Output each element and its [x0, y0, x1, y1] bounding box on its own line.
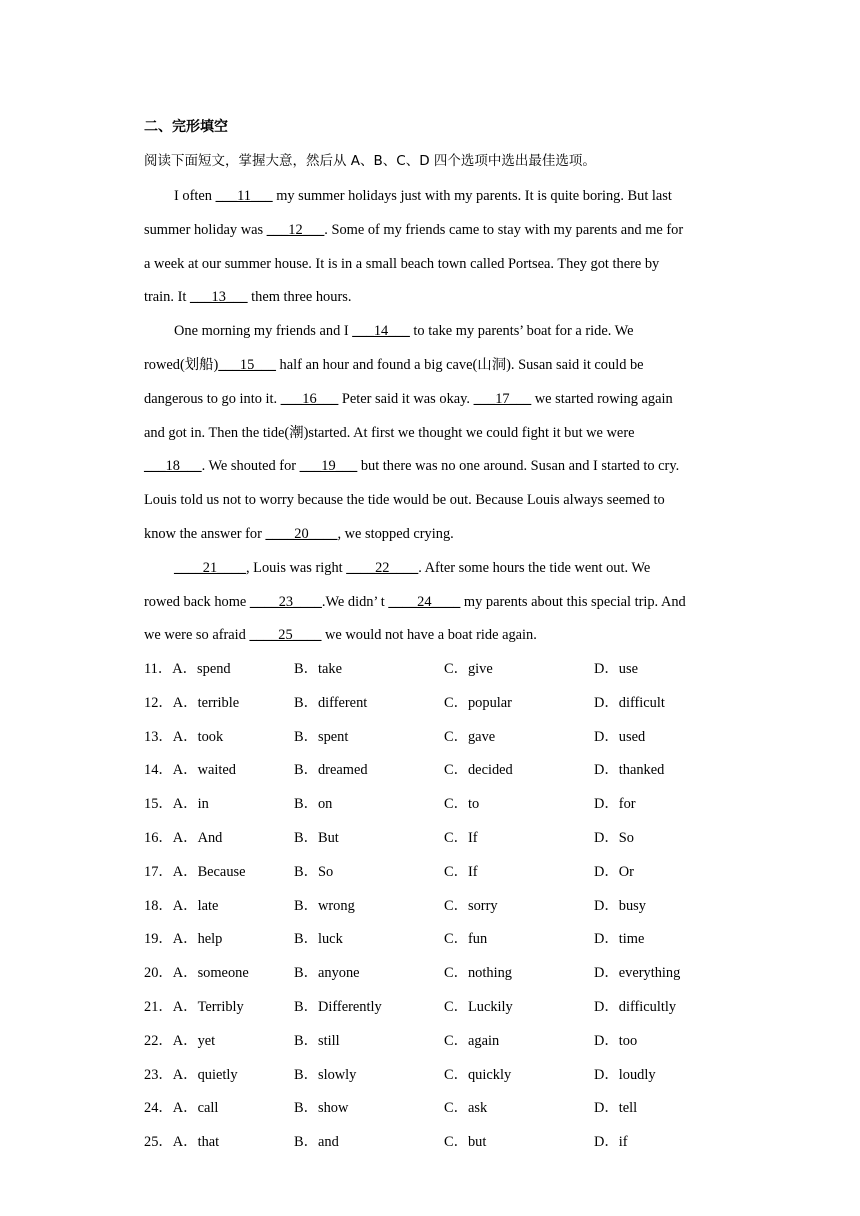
option-a: 14．A．waited [144, 762, 236, 779]
question-row [144, 826, 722, 860]
option-b: B．So [294, 863, 334, 880]
passage-text: Louis told us not to worry because the tide would be out. Because Louis always seemed to [144, 492, 665, 509]
option-d: D．everything [594, 965, 681, 982]
question-row [144, 725, 722, 759]
passage-text: rowed back home [144, 593, 250, 610]
passage-line [144, 556, 722, 590]
answer-options [144, 657, 722, 1164]
passage-text: half an hour and found a big cave(山洞). Susan said it could be [275, 356, 644, 373]
option-d: D．busy [594, 897, 646, 914]
section-title: 二、完形填空 [144, 119, 228, 135]
passage-text: . Some of my friends came to stay with my parents and me for [324, 221, 684, 238]
option-a: 11．A．spend [144, 661, 231, 677]
passage-line [144, 218, 722, 252]
option-c: C．gave [444, 728, 496, 745]
question-row [144, 961, 722, 995]
passage-line [144, 387, 722, 421]
passage-text: them three hours. [247, 289, 352, 306]
option-a: 15．A．in [144, 796, 209, 813]
blank-number: ____24____ [388, 593, 461, 610]
option-b: B．dreamed [294, 762, 368, 779]
passage-text: Peter said it was okay. [338, 390, 474, 407]
option-b: B．still [294, 1032, 340, 1049]
passage-line [144, 184, 722, 218]
option-a: 19．A．help [144, 931, 223, 948]
passage-line [144, 623, 722, 657]
question-row [144, 1130, 722, 1164]
option-b: B．different [294, 694, 368, 711]
blank-number: ___12___ [266, 221, 325, 238]
option-a: 25．A．that [144, 1134, 220, 1151]
passage-text: a week at our summer house. It is in a small beach town called Portsea. They got there by [144, 255, 660, 272]
passage-text: . After some hours the tide went out. We [418, 559, 651, 576]
option-a: 18．A．late [144, 897, 219, 914]
option-c: C．fun [444, 931, 488, 948]
option-b: B．But [294, 829, 339, 846]
option-c: C．nothing [444, 965, 512, 982]
option-d: D．So [594, 829, 634, 846]
option-c: C．popular [444, 694, 512, 711]
question-row [144, 758, 722, 792]
blank-number: ___17___ [473, 390, 532, 407]
blank-number: ___13___ [189, 289, 248, 306]
option-a: 16．A．And [144, 829, 223, 846]
option-c: C．If [444, 863, 478, 880]
passage-text: but there was no one around. Susan and I started to cry. [357, 458, 680, 475]
passage-line [144, 285, 722, 319]
blank-number: ____25____ [249, 627, 322, 644]
passage-text: I often [174, 188, 216, 204]
passage-text: we would not have a boat ride again. [321, 627, 537, 644]
option-d: D．too [594, 1032, 638, 1049]
passage-text: my parents about this special trip. And [460, 593, 686, 610]
question-row [144, 657, 722, 691]
option-d: D．if [594, 1134, 628, 1151]
passage-line [144, 319, 722, 353]
blank-number: ___16___ [280, 390, 339, 407]
option-a: 12．A．terrible [144, 694, 240, 711]
option-c: C．to [444, 796, 480, 813]
question-row [144, 1063, 722, 1097]
passage-line [144, 421, 722, 455]
option-c: C．sorry [444, 897, 498, 914]
passage-line [144, 590, 722, 624]
option-c: C．again [444, 1032, 500, 1049]
option-b: B．take [294, 661, 342, 677]
option-a: 23．A．quietly [144, 1066, 238, 1083]
option-c: C．quickly [444, 1066, 512, 1083]
passage-text: train. It [144, 289, 190, 306]
option-b: B．and [294, 1134, 339, 1151]
option-b: B．show [294, 1100, 349, 1117]
question-row [144, 995, 722, 1029]
passage-text: summer holiday was [144, 221, 267, 238]
passage-line [144, 353, 722, 387]
question-row [144, 860, 722, 894]
option-b: B．wrong [294, 897, 355, 914]
passage-line [144, 454, 722, 488]
cloze-passage [144, 184, 722, 657]
option-c: C．Luckily [444, 998, 513, 1015]
passage-text: , Louis was right [245, 559, 347, 576]
passage-line [144, 252, 722, 286]
passage-text: .We didn’ t [321, 593, 389, 610]
option-d: D．thanked [594, 762, 665, 779]
blank-number: ___18___ [144, 458, 202, 475]
passage-text: we started rowing again [531, 390, 673, 407]
passage-line [144, 488, 722, 522]
blank-number: ____21____ [174, 559, 246, 576]
passage-text: One morning my friends and I [174, 323, 353, 340]
passage-text: . We shouted for [201, 458, 300, 475]
passage-text: , we stopped crying. [337, 525, 454, 542]
option-d: D．for [594, 796, 636, 813]
blank-number: ____22____ [346, 559, 419, 576]
option-b: B．Differently [294, 998, 382, 1015]
option-d: D．loudly [594, 1066, 656, 1083]
option-c: C．decided [444, 762, 513, 779]
blank-number: ___19___ [299, 458, 358, 475]
question-row [144, 894, 722, 928]
question-row [144, 1029, 722, 1063]
option-c: C．give [444, 661, 493, 677]
option-d: D．use [594, 661, 638, 677]
option-a: 17．A．Because [144, 863, 246, 880]
option-a: 24．A．call [144, 1100, 219, 1117]
blank-number: ____20____ [265, 525, 338, 542]
option-c: C．If [444, 829, 478, 846]
passage-text: know the answer for [144, 525, 266, 542]
option-d: D．difficultly [594, 998, 677, 1015]
option-c: C．ask [444, 1100, 488, 1117]
question-row [144, 792, 722, 826]
instruction-text: 阅读下面短文，掌握大意，然后从 A、B、C、D 四个选项中选出最佳选项。 [144, 153, 596, 169]
option-d: D．time [594, 931, 645, 948]
blank-number: ___11___ [215, 188, 273, 204]
option-a: 22．A．yet [144, 1032, 216, 1049]
option-a: 20．A．someone [144, 965, 249, 982]
question-row [144, 1096, 722, 1130]
option-d: D．used [594, 728, 646, 745]
passage-text: to take my parents’ boat for a ride. We [409, 323, 634, 340]
option-d: D．Or [594, 863, 634, 880]
option-d: D．difficult [594, 694, 665, 711]
question-row [144, 691, 722, 725]
passage-text: rowed(划船) [144, 356, 219, 373]
option-c: C．but [444, 1134, 487, 1151]
blank-number: ___15___ [218, 356, 276, 373]
blank-number: ____23____ [249, 593, 322, 610]
option-b: B．on [294, 796, 333, 813]
passage-text: we were so afraid [144, 627, 250, 644]
passage-text: and got in. Then the tide(潮)started. At first we thought we could fight it but we were [144, 424, 635, 441]
option-b: B．luck [294, 931, 343, 948]
blank-number: ___14___ [352, 323, 410, 340]
option-b: B．slowly [294, 1066, 357, 1083]
passage-line [144, 522, 722, 556]
question-row [144, 927, 722, 961]
passage-text: dangerous to go into it. [144, 390, 281, 407]
option-a: 13．A．took [144, 728, 224, 745]
option-b: B．anyone [294, 965, 360, 982]
passage-text: my summer holidays just with my parents. It is quite boring. But last [272, 188, 672, 204]
option-a: 21．A．Terribly [144, 998, 244, 1015]
option-d: D．tell [594, 1100, 638, 1117]
option-b: B．spent [294, 728, 349, 745]
